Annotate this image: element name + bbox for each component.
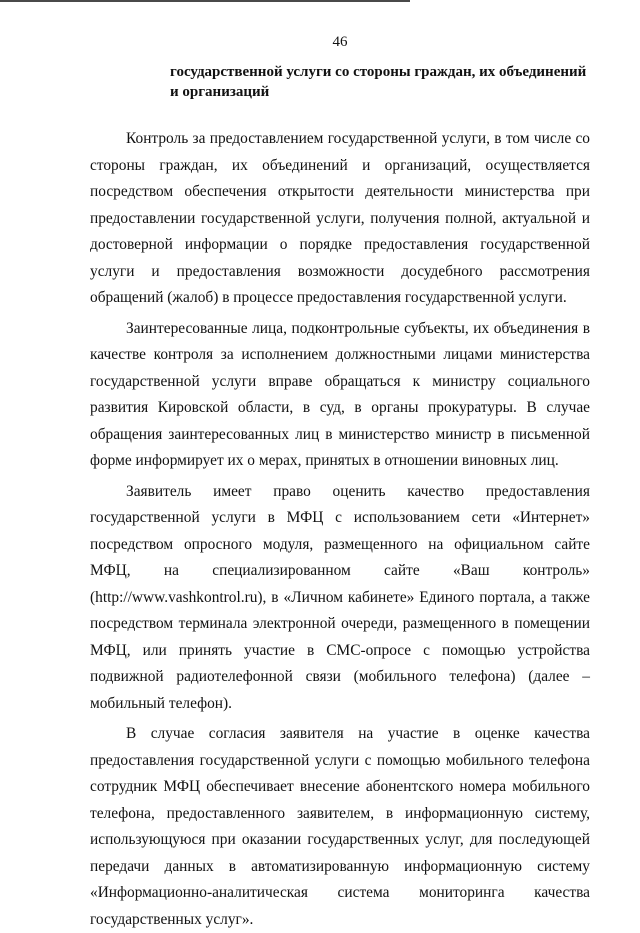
page-number: 46: [332, 34, 348, 50]
document-page: [90, 32, 590, 933]
paragraph-mobile-consent: В случае согласия заявителя на участие в оценке качества предоставления государственной услуги с помощью мобильного телефона сотрудник МФЦ обеспечивает внесение абонентского номера мобильного телефона, предоставленного заявителем, в информационную систему, использующуюся при оказании государственных услуг, для последующей передачи данных в автоматизированную информационную систему «Информационно-аналитическая система мониторинга качества государственных услуг».: [90, 725, 590, 928]
section-heading: государственной услуги со стороны граждан, их объединений и организаций: [170, 64, 587, 100]
top-rule: [0, 0, 410, 2]
paragraph-control: Контроль за предоставлением государственной услуги, в том числе со стороны граждан, их объединений и организаций, осуществляется посредством обеспечения открытости деятельности министерства при предоставлении государственной услуги, получения полной, актуальной и достоверной информации о порядке предоставления государственной услуги и предоставления возможности досудебного рассмотрения обращений (жалоб) в процессе предоставления государственной услуги.: [90, 130, 590, 306]
paragraph-interested-parties: Заинтересованные лица, подконтрольные субъекты, их объединения в качестве контроля за исполнением должностными лицами министерства государственной услуги вправе обращаться к министру социального развития Кировской области, в суд, в органы прокуратуры. В случае обращения заинтересованных лиц в министерство министр в письменной форме информирует их о мерах, принятых в отношении виновных лиц.: [90, 319, 590, 469]
paragraph-quality-rating: Заявитель имеет право оценить качество предоставления государственной услуги в МФЦ с использованием сети «Интернет» посредством опросного модуля, размещенного на официальном сайте МФЦ, на специализированном сайте «Ваш контроль» (http://www.vashkontrol.ru), в «Личном кабинете» Единого портала, а также посредством терминала электронной очереди, размещенного в помещении МФЦ, или принять участие в СМС-опросе с помощью устройства подвижной радиотелефонной связи (мобильного телефона) (далее – мобильный телефон).: [90, 482, 590, 712]
